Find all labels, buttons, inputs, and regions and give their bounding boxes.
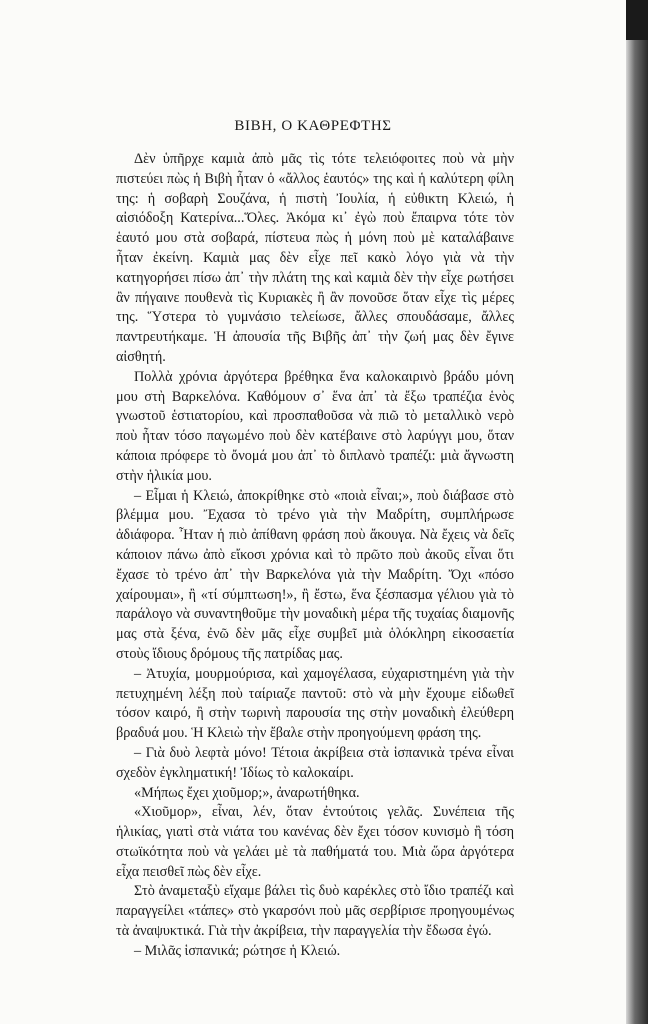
page-edge-shadow bbox=[626, 0, 648, 1024]
chapter-title: ΒΙΒΗ, Ο ΚΑΘΡΕΦΤΗΣ bbox=[234, 118, 392, 134]
body-text bbox=[116, 150, 514, 962]
paragraph: «Χιοῦμορ», εἶναι, λέν, ὅταν ἐντούτοις γελᾶς. Συνέπεια τῆς ἡλικίας, γιατὶ στὰ νιάτα του κανένας δὲν ἔχει τόσον κυνισμὸ ἢ τόση στωϊκότητα ποὺ νὰ γελάει μὲ τὰ παθήματά του. Μιὰ ὥρα ἀργότερα εἶχα πεισθεῖ πὼς δὲν εἶχε. bbox=[116, 804, 514, 880]
paragraph: – Εἶμαι ἡ Κλειώ, ἀποκρίθηκε στὸ «ποιὰ εἶναι;», ποὺ διάβασε στὸ βλέμμα μου. Ἔχασα τὸ τρένο γιὰ τὴν Μαδρίτη, συμπλήρωσε ἀδιάφορα. Ἦταν ἡ πιὸ ἀπίθανη φράση ποὺ ἄκουγα. Νὰ ἔχεις νὰ δεῖς κάποιον πάνω ἀπὸ εἴκοσι χρόνια καὶ τὸ πρῶτο ποὺ ἀκοῦς εἶναι ὅτι ἔχασε τὸ τρένο ἀπ᾽ τὴν Βαρκελόνα γιὰ τὴν Μαδρίτη. Ὄχι «πόσο χαίρουμαι», ἢ «τί σύμπτωση!», ἢ ἔστω, ἕνα ξέσπασμα γέλιου γιὰ τὸ παράλογο νὰ συναντηθοῦμε τὴν μοναδικὴ μέρα τῆς τυχαίας διαμονῆς μας στὰ ξένα, ἐνῶ δὲν μᾶς εἶχε συμβεῖ μιὰ ὁλόκληρη εἰκοσαετία στοὺς ἴδιους δρόμους τῆς πατρίδας μας. bbox=[116, 487, 514, 662]
paragraph: – Μιλᾶς ἱσπανικά; ρώτησε ἡ Κλειώ. bbox=[134, 942, 341, 959]
page-edge-dark bbox=[626, 0, 648, 40]
paragraph: Δὲν ὑπῆρχε καμιὰ ἀπὸ μᾶς τὶς τότε τελειόφοιτες ποὺ νὰ μὴν πιστεύει πὼς ἡ Βιβὴ ἦταν ὁ «ἄλλος ἑαυτός» της καὶ ἡ καλύτερη φίλη της: ἡ σοβαρὴ Σουζάνα, ἡ πιστὴ Ἰουλία, ἡ εὐθικτη Κλειώ, ἡ αἰσιόδοξη Κατερίνα...Ὅλες. Ἀκόμα κι᾽ ἐγὼ ποὺ ἔπαιρνα τότε τὸν ἑαυτό μου στὰ σοβαρά, πίστευα πὼς ἡ μόνη ποὺ μὲ καταλάβαινε ἦταν ἐκείνη. Καμιὰ μας δὲν εἶχε πεῖ κακὸ λόγο γιὰ νὰ τὴν κατηγορήσει πίσω ἀπ᾽ τὴν πλάτη της καὶ καμιὰ δὲν τὴν εἶχε ρωτήσει ἂν πήγαινε πουθενὰ τὶς Κυριακὲς ἢ ἂν πονοῦσε ὅταν εἶχε τὶς μέρες της. Ὕστερα τὸ γυμνάσιο τελείωσε, ἄλλες σπουδάσαμε, ἄλλες παντρευτήκαμε. Ἡ ἀπουσία τῆς Βιβῆς ἀπ᾽ τὴν ζωή μας δὲν ἔγινε αἰσθητή. bbox=[116, 151, 514, 365]
paragraph: Στὸ ἀναμεταξὺ εἴχαμε βάλει τὶς δυὸ καρέκλες στὸ ἴδιο τραπέζι καὶ παραγγείλει «τάπες» στὸ γκαρσόνι ποὺ μᾶς σερβίρισε προηγουμένως τὰ ἀναψυκτικά. Γιὰ τὴν ἀκρίβεια, τὴν παραγγελία τὴν ἔδωσα ἐγώ. bbox=[116, 883, 514, 940]
paragraph: – Γιὰ δυὸ λεφτὰ μόνο! Τέτοια ἀκρίβεια στὰ ἱσπανικὰ τρένα εἶναι σχεδὸν ἐγκληματική! Ἰδίως τὸ καλοκαίρι. bbox=[116, 744, 514, 781]
paragraph: Πολλὰ χρόνια ἀργότερα βρέθηκα ἕνα καλοκαιρινὸ βράδυ μόνη μου στὴ Βαρκελόνα. Καθόμουν σ᾽ ἕνα ἀπ᾽ τὰ ἔξω τραπέζια ἑνὸς γνωστοῦ ἑστιατορίου, καὶ προσπαθοῦσα νὰ πιῶ τὸ μεταλλικὸ νερὸ ποὺ ἦταν τόσο παγωμένο ποὺ δὲν κατέβαινε στὸ λαρύγγι μου, ὅταν κάποια πρόφερε τὸ ὄνομά μου ἀπ᾽ τὸ διπλανὸ τραπέζι: μιὰ ἄγνωστη στὴν ἡλικία μου. bbox=[116, 368, 514, 484]
paragraph: «Μήπως ἔχει χιοῦμορ;», ἀναρωτήθηκα. bbox=[134, 784, 360, 801]
paragraph: – Ἀτυχία, μουρμούρισα, καὶ χαμογέλασα, εὐχαριστημένη γιὰ τὴν πετυχημένη λέξη ποὺ ταίριαζε παντοῦ: στὸ νὰ μὴν ἔχουμε εἰδωθεῖ τόσον καιρό, ἢ στὴν τωρινὴ παρουσία της στὴν μοναδικὴ ἐλεύθερη βραδυά μου. Ἡ Κλειὼ τὴν ἔβαλε στὴν προηγούμενη φράση της. bbox=[116, 665, 514, 742]
